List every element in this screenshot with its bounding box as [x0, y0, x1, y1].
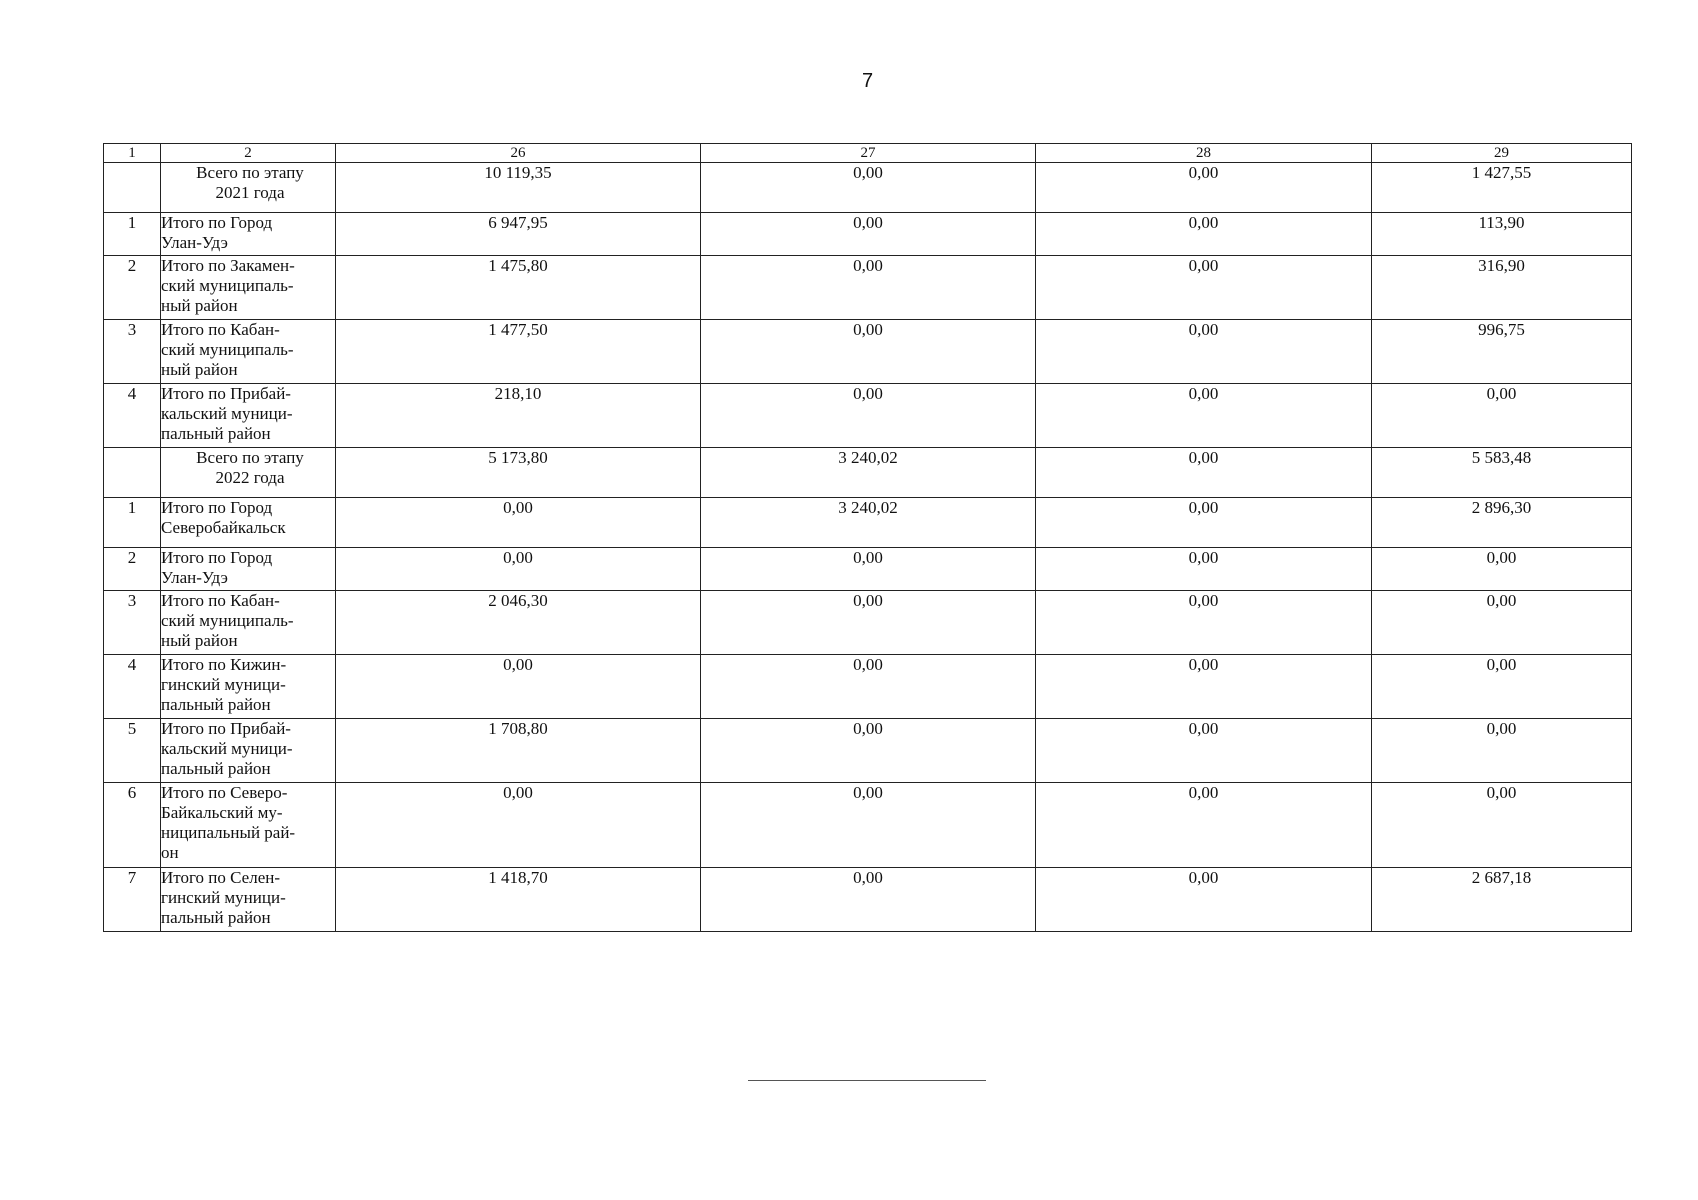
value-cell-col-26: 1 475,80	[336, 256, 701, 320]
row-name-line: Итого по Северо-	[161, 783, 288, 802]
value-cell-col-26: 6 947,95	[336, 213, 701, 256]
value-cell-col-27: 0,00	[701, 655, 1036, 719]
row-name	[161, 448, 336, 498]
value-cell-col-29: 0,00	[1372, 384, 1632, 448]
column-header: 27	[701, 144, 1036, 163]
value-cell-col-27: 3 240,02	[701, 448, 1036, 498]
value-cell-col-27: 0,00	[701, 256, 1036, 320]
table-header-row	[104, 144, 1632, 163]
value-cell-col-27: 0,00	[701, 384, 1036, 448]
row-index: 3	[104, 591, 161, 655]
row-index: 3	[104, 320, 161, 384]
row-name	[161, 384, 336, 448]
row-name-line: он	[161, 843, 179, 862]
row-name-line: Северобайкальск	[161, 518, 286, 537]
table-row	[104, 548, 1632, 591]
row-name-line: ский муниципаль-	[161, 276, 294, 295]
row-name	[161, 719, 336, 783]
row-name-line: Итого по Город	[161, 498, 273, 517]
row-name-line: Итого по Селен-	[161, 868, 281, 887]
row-name-line: 2021 года	[215, 183, 285, 202]
row-name-line: ниципальный рай-	[161, 823, 296, 842]
row-name-line: пальный район	[161, 695, 271, 714]
row-name	[161, 213, 336, 256]
table-row	[104, 498, 1632, 548]
row-index: 2	[104, 548, 161, 591]
row-name-line: Итого по Город	[161, 548, 273, 567]
value-cell-col-27: 0,00	[701, 320, 1036, 384]
row-name	[161, 591, 336, 655]
table-row	[104, 384, 1632, 448]
row-name-line: 2022 года	[215, 468, 285, 487]
value-cell-col-26: 10 119,35	[336, 163, 701, 213]
value-cell-col-29: 0,00	[1372, 548, 1632, 591]
row-index: 2	[104, 256, 161, 320]
table-row	[104, 719, 1632, 783]
value-cell-col-27: 0,00	[701, 591, 1036, 655]
table-row	[104, 213, 1632, 256]
value-cell-col-28: 0,00	[1036, 498, 1372, 548]
row-name-line: Итого по Город	[161, 213, 273, 232]
row-name-line: пальный район	[161, 908, 271, 927]
value-cell-col-29: 0,00	[1372, 591, 1632, 655]
value-cell-col-28: 0,00	[1036, 163, 1372, 213]
table-row	[104, 320, 1632, 384]
table-row	[104, 868, 1632, 932]
table-row	[104, 655, 1632, 719]
value-cell-col-26: 2 046,30	[336, 591, 701, 655]
value-cell-col-26: 0,00	[336, 498, 701, 548]
row-name-line: кальский муници-	[161, 404, 293, 423]
row-name	[161, 655, 336, 719]
value-cell-col-29: 2 687,18	[1372, 868, 1632, 932]
value-cell-col-28: 0,00	[1036, 783, 1372, 868]
row-name	[161, 256, 336, 320]
value-cell-col-27: 0,00	[701, 783, 1036, 868]
value-cell-col-27: 0,00	[701, 213, 1036, 256]
budget-table	[103, 143, 1632, 932]
value-cell-col-26: 1 708,80	[336, 719, 701, 783]
row-index: 6	[104, 783, 161, 868]
value-cell-col-28: 0,00	[1036, 655, 1372, 719]
value-cell-col-27: 0,00	[701, 719, 1036, 783]
row-name	[161, 320, 336, 384]
table-row	[104, 783, 1632, 868]
row-name-line: ный район	[161, 296, 238, 315]
value-cell-col-29: 316,90	[1372, 256, 1632, 320]
value-cell-col-26: 0,00	[336, 548, 701, 591]
row-name-line: Байкальский му-	[161, 803, 283, 822]
value-cell-col-29: 5 583,48	[1372, 448, 1632, 498]
value-cell-col-29: 0,00	[1372, 719, 1632, 783]
value-cell-col-26: 0,00	[336, 655, 701, 719]
value-cell-col-28: 0,00	[1036, 719, 1372, 783]
value-cell-col-29: 113,90	[1372, 213, 1632, 256]
row-name-line: ный район	[161, 631, 238, 650]
value-cell-col-28: 0,00	[1036, 591, 1372, 655]
row-index	[104, 163, 161, 213]
value-cell-col-26: 5 173,80	[336, 448, 701, 498]
value-cell-col-26: 1 477,50	[336, 320, 701, 384]
value-cell-col-29: 1 427,55	[1372, 163, 1632, 213]
row-name	[161, 868, 336, 932]
row-name-line: Итого по Кабан-	[161, 320, 280, 339]
row-index: 4	[104, 655, 161, 719]
row-name-line: Итого по Прибай-	[161, 719, 291, 738]
row-name-line: пальный район	[161, 424, 271, 443]
column-header: 29	[1372, 144, 1632, 163]
stage-total-row	[104, 448, 1632, 498]
row-name	[161, 548, 336, 591]
row-name-line: Всего по этапу	[196, 448, 304, 467]
row-name	[161, 163, 336, 213]
row-name	[161, 498, 336, 548]
row-name-line: гинский муници-	[161, 888, 286, 907]
value-cell-col-27: 0,00	[701, 868, 1036, 932]
row-index: 1	[104, 498, 161, 548]
value-cell-col-29: 2 896,30	[1372, 498, 1632, 548]
row-name-line: Улан-Удэ	[161, 568, 228, 587]
row-name-line: Итого по Прибай-	[161, 384, 291, 403]
row-name-line: ный район	[161, 360, 238, 379]
value-cell-col-27: 3 240,02	[701, 498, 1036, 548]
row-name-line: Итого по Закамен-	[161, 256, 295, 275]
row-index	[104, 448, 161, 498]
value-cell-col-26: 1 418,70	[336, 868, 701, 932]
table-row	[104, 256, 1632, 320]
row-index: 1	[104, 213, 161, 256]
column-header: 1	[104, 144, 161, 163]
row-name-line: ский муниципаль-	[161, 340, 294, 359]
row-name-line: ский муниципаль-	[161, 611, 294, 630]
row-name-line: Итого по Кижин-	[161, 655, 287, 674]
value-cell-col-28: 0,00	[1036, 384, 1372, 448]
column-header: 28	[1036, 144, 1372, 163]
row-name-line: Итого по Кабан-	[161, 591, 280, 610]
value-cell-col-28: 0,00	[1036, 548, 1372, 591]
value-cell-col-28: 0,00	[1036, 320, 1372, 384]
value-cell-col-28: 0,00	[1036, 448, 1372, 498]
column-header: 26	[336, 144, 701, 163]
row-name-line: Всего по этапу	[196, 163, 304, 182]
row-name	[161, 783, 336, 868]
value-cell-col-29: 996,75	[1372, 320, 1632, 384]
row-name-line: кальский муници-	[161, 739, 293, 758]
row-index: 5	[104, 719, 161, 783]
table-row	[104, 591, 1632, 655]
page-number: 7	[861, 70, 874, 92]
value-cell-col-26: 0,00	[336, 783, 701, 868]
row-name-line: пальный район	[161, 759, 271, 778]
row-index: 4	[104, 384, 161, 448]
row-name-line: гинский муници-	[161, 675, 286, 694]
value-cell-col-27: 0,00	[701, 548, 1036, 591]
row-name-line: Улан-Удэ	[161, 233, 228, 252]
value-cell-col-26: 218,10	[336, 384, 701, 448]
footer-rule	[748, 1080, 986, 1081]
table-body	[104, 144, 1632, 932]
value-cell-col-27: 0,00	[701, 163, 1036, 213]
value-cell-col-28: 0,00	[1036, 868, 1372, 932]
row-index: 7	[104, 868, 161, 932]
value-cell-col-28: 0,00	[1036, 213, 1372, 256]
value-cell-col-28: 0,00	[1036, 256, 1372, 320]
value-cell-col-29: 0,00	[1372, 655, 1632, 719]
stage-total-row	[104, 163, 1632, 213]
value-cell-col-29: 0,00	[1372, 783, 1632, 868]
column-header: 2	[161, 144, 336, 163]
